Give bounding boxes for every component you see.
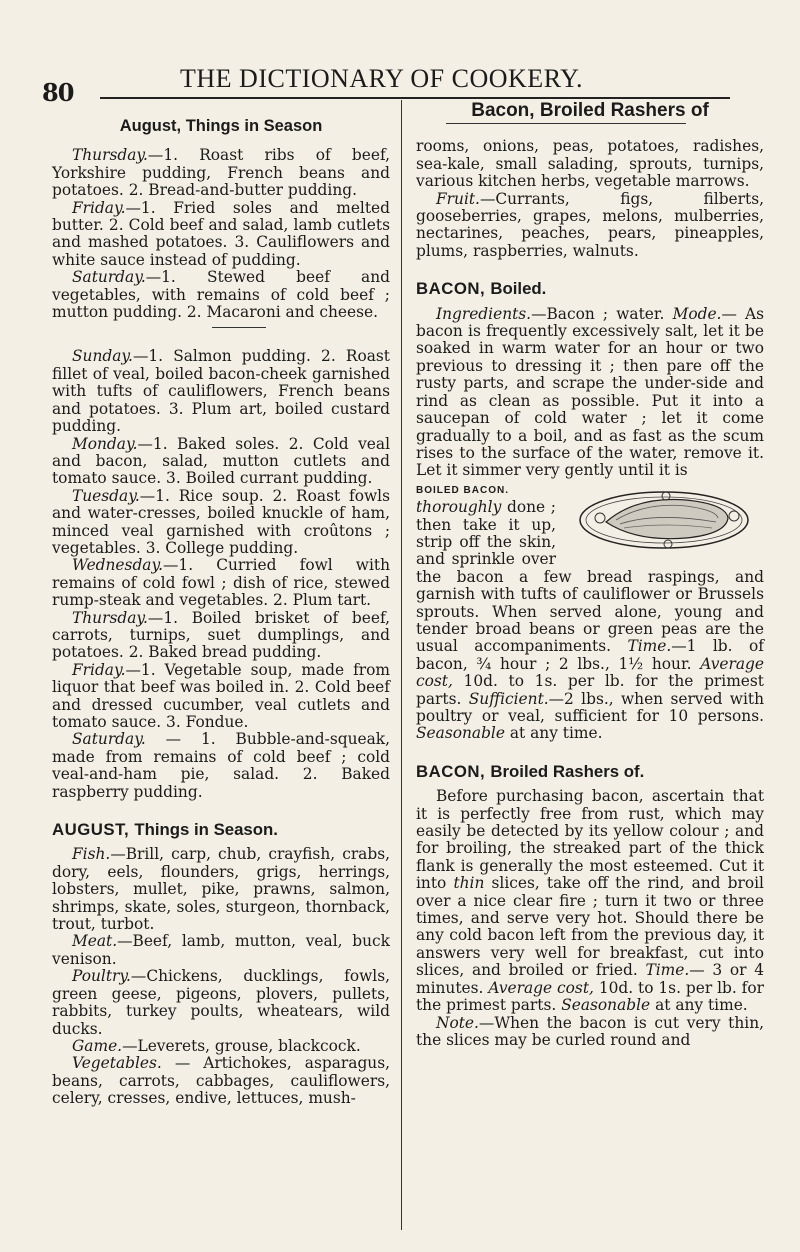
fruit-paragraph: [416, 191, 764, 261]
right-column: [416, 102, 764, 1049]
boiled-bacon-recipe: [416, 306, 764, 480]
boiled-sufficient-text: —2 lbs., when served with poultry or veal, sufficient for 10 persons.: [416, 689, 764, 725]
season-item-entry: [52, 846, 390, 933]
boiled-time-label: Time.: [627, 637, 672, 656]
mode-text-end: done ; then take it up, strip off the skin, and sprinkle over the bacon a few bread raspings, and garnish with tufts of cauliflower or Brussels sprouts. When served alone, young and tender broad beans or green peas are the usual accompaniments.: [416, 498, 764, 656]
menu-day-text: —1. Rice soup. 2. Roast fowls and water-cresses, boiled knuckle of ham, minced veal garnished with croûtons ; vegetables. 3. College pudding.: [52, 486, 390, 557]
bacon-boiled-heading-sub: Boiled.: [490, 279, 547, 299]
fruit-text: —Currants, figs, filberts, gooseberries, grapes, melons, mulberries, nectarines, peaches, pears, pineapples, plums, raspberries, walnuts.: [416, 189, 764, 260]
menu-day-label: Saturday.: [72, 730, 146, 749]
boiled-seasonable-text: at any time.: [509, 724, 603, 743]
note-text: —When the bacon is cut very thin, the slices may be curled round and: [416, 1013, 764, 1049]
menu-day-entry: [52, 147, 390, 199]
season-item-text: — Artichokes, asparagus, beans, carrots, cabbages, cauliflowers, celery, cresses, endive, lettuces, mush-: [52, 1054, 390, 1108]
broiled-bacon-recipe: [416, 788, 764, 1014]
vegetables-continuation: rooms, onions, peas, potatoes, radishes, sea-kale, small salading, sprouts, turnips, various kitchen herbs, vegetable marrows.: [416, 137, 764, 191]
note-paragraph: [416, 1015, 764, 1050]
season-item-label: Game.: [72, 1036, 123, 1055]
thin-text: thin: [453, 874, 485, 893]
menu-day-text: — 1. Bubble-and-squeak, made from remains of cold beef ; cold veal-and-ham pie, salad. 2. Baked raspberry pudding.: [52, 730, 390, 801]
broiled-cost-label: Average cost,: [488, 978, 594, 997]
menu-week-first: [52, 147, 390, 321]
menu-day-entry: [52, 200, 390, 270]
ingredients-text: —Bacon ; water.: [531, 304, 665, 323]
ingredients-label: Ingredients.: [436, 304, 532, 323]
menu-day-text: —1. Baked soles. 2. Cold veal and bacon, salad, mutton cutlets and tomato sauce. 3. Boiled currant pudding.: [52, 434, 390, 488]
menu-day-text: —1. Vegetable soup, made from liquor that beef was boiled in. 2. Cold beef and dressed cucumber, veal cutlets and tomato sauce. 3. Fondue.: [52, 660, 390, 731]
broiled-time-text: — 3 or 4 minutes.: [416, 961, 764, 997]
menu-day-text: —1. Stewed beef and vegetables, with remains of cold beef ; mutton pudding. 2. Macaroni and cheese.: [52, 268, 390, 322]
season-item-text: —Chickens, ducklings, fowls, green geese, pigeons, plovers, pullets, rabbits, turkey poults, wheatears, wild ducks.: [52, 967, 390, 1038]
figure-caption: BOILED BACON.: [416, 484, 509, 496]
menu-week-second: [52, 348, 390, 801]
menu-day-label: Wednesday.: [72, 556, 164, 575]
left-column: [52, 118, 390, 1108]
season-item-text: —Brill, carp, chub, crayfish, crabs, dory, eels, flounders, grigs, herrings, lobsters, mullet, pike, prawns, salmon, shrimps, skate, soles, sturgeon, thornback, trout, turbot.: [52, 845, 390, 934]
season-item-entry: [52, 968, 390, 1038]
season-item-entry: [52, 1038, 390, 1055]
menu-day-label: Saturday.: [72, 268, 146, 287]
bacon-boiled-heading-main: BACON,: [416, 279, 486, 299]
menu-day-entry: [52, 436, 390, 488]
mode-text-start: — As bacon is frequently excessively salt, let it be soaked in warm water for an hour or two previous to dressing it ; then pare off the rusty parts, and scrape the under-side and rind as clean as possible. Put it into a saucepan of cold water ; let it come gradually to a boil, and as fast as the scum rises to the surface of the water, remove it. Let it simmer very gently until it is: [416, 304, 764, 480]
header-rule: [100, 97, 730, 99]
menu-day-text: —1. Boiled brisket of beef, carrots, turnips, suet dumplings, and potatoes. 2. Baked bread pudding.: [52, 608, 390, 662]
season-item-label: Vegetables.: [72, 1054, 162, 1073]
season-item-label: Meat.: [72, 932, 118, 951]
menu-day-entry: [52, 662, 390, 732]
menu-day-text: —1. Curried fowl with remains of cold fowl ; dish of rice, stewed rump-steak and vegetables. 2. Plum tart.: [52, 556, 390, 610]
season-list: [52, 846, 390, 1107]
menu-day-label: Thursday.: [72, 146, 148, 165]
menu-day-entry: [52, 610, 390, 662]
bacon-broiled-heading-main: BACON,: [416, 761, 486, 781]
menu-day-text: —1. Salmon pudding. 2. Roast fillet of veal, boiled bacon-cheek garnished with tufts of cauliflowers, French beans and potatoes. 3. Plum art, boiled custard pudding.: [52, 347, 390, 436]
broiled-cost-text: 10d. to 1s. per lb. for the primest parts.: [416, 978, 764, 1015]
boiled-cost-label: Average cost,: [416, 654, 764, 691]
thoroughly-text: thoroughly: [416, 498, 502, 517]
boiled-cost-text: 10d. to 1s. per lb. for the primest parts.: [416, 672, 764, 708]
menu-day-entry: [52, 488, 390, 558]
column-divider: [401, 100, 402, 1230]
season-item-entry: [52, 1055, 390, 1107]
season-item-entry: [52, 933, 390, 968]
bacon-broiled-heading-sub: Broiled Rashers of.: [490, 761, 645, 781]
broiled-seasonable-text: at any time.: [655, 996, 748, 1015]
boiled-seasonable-label: Seasonable: [416, 724, 505, 743]
mode-label: Mode.: [672, 304, 722, 323]
menu-day-label: Friday.: [72, 198, 126, 217]
menu-day-text: —1. Fried soles and melted butter. 2. Cold beef and salad, lamb cutlets and mashed potatoes. 3. Cauliflowers and white sauce instead of pudding.: [52, 198, 390, 269]
season-item-label: Poultry.: [72, 967, 131, 986]
august-season-heading-main: AUGUST,: [52, 820, 130, 840]
right-section-title: Bacon, Broiled Rashers of: [471, 100, 709, 121]
right-title-rule: [446, 123, 686, 124]
menu-divider: [212, 327, 266, 328]
menu-day-entry: [52, 731, 390, 801]
boiled-sufficient-label: Sufficient.: [468, 689, 549, 708]
august-season-heading: [52, 821, 390, 838]
menu-day-label: Friday.: [72, 660, 126, 679]
page-number: 80: [42, 78, 74, 107]
menu-day-text: —1. Roast ribs of beef, Yorkshire pudding, French beans and potatoes. 2. Bread-and-butter pudding.: [52, 146, 390, 200]
season-item-label: Fish.: [72, 845, 111, 864]
august-season-heading-sub: Things in Season.: [134, 820, 278, 840]
bacon-broiled-heading: [416, 763, 764, 780]
note-label: Note.: [436, 1013, 479, 1032]
left-section-title: August, Things in Season: [119, 117, 323, 135]
broiled-seasonable-label: Seasonable: [561, 996, 651, 1015]
menu-day-entry: [52, 557, 390, 609]
broiled-text-end: slices, take off the rind, and broil over a nice clear fire ; turn it two or three times, and serve very hot. Should there be any cold bacon left from the previous day, it answers very well for breakfast, cut into slices, and broiled or fried.: [416, 874, 764, 980]
bacon-boiled-heading: [416, 280, 764, 297]
menu-day-entry: [52, 269, 390, 321]
broiled-time-label: Time.: [645, 961, 690, 980]
boiled-time-text: —1 lb. of bacon, ¾ hour ; 2 lbs., 1½ hour.: [416, 637, 764, 673]
boiled-bacon-illustration: [576, 482, 752, 554]
boiled-bacon-figure: [564, 482, 764, 554]
menu-day-label: Thursday.: [72, 608, 148, 627]
broiled-text-start: Before purchasing bacon, ascertain that it is perfectly free from rust, which may easily be detected by its yellow colour ; and for broiling, the streaked part of the thick flank is generally the most esteemed. Cut it into: [416, 787, 764, 893]
season-item-text: —Beef, lamb, mutton, veal, buck venison.: [52, 932, 390, 968]
fruit-label: Fruit.: [436, 189, 480, 208]
menu-day-label: Sunday.: [72, 347, 133, 366]
menu-day-label: Monday.: [72, 434, 138, 453]
menu-day-label: Tuesday.: [72, 486, 140, 505]
season-item-text: —Leverets, grouse, blackcock.: [122, 1036, 361, 1055]
running-title: THE DICTIONARY OF COOKERY.: [180, 64, 584, 93]
menu-day-entry: [52, 348, 390, 435]
